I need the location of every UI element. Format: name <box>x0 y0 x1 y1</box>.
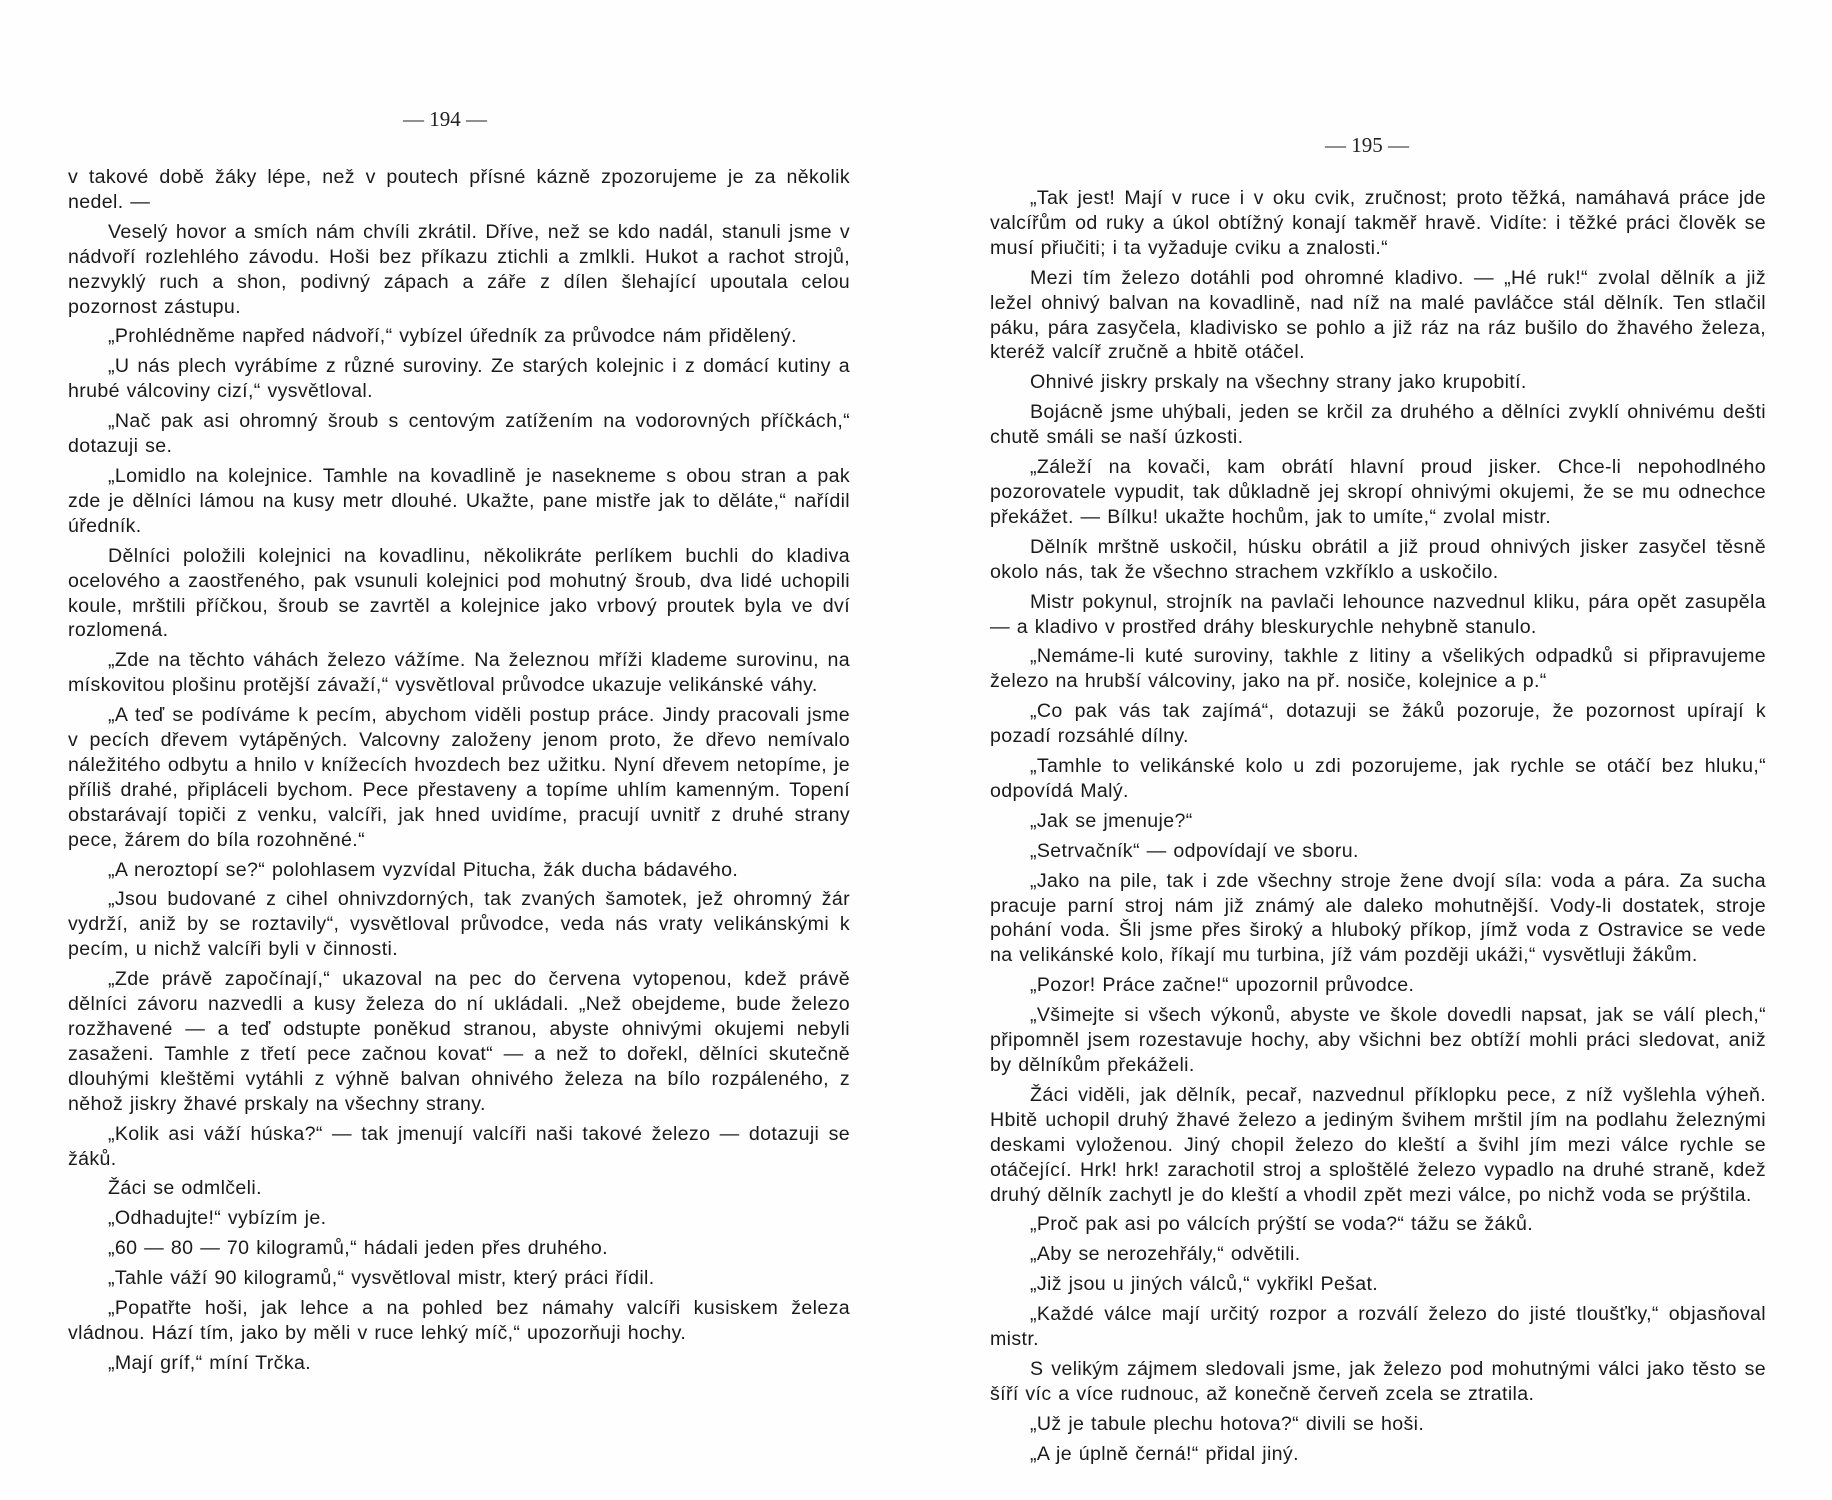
paragraph: „Pozor! Práce začne!“ upozornil průvodce. <box>1030 974 1415 997</box>
paragraph: „Lomidlo na kolejnice. Tamhle na kovadlině je nasekneme s obou stran a pak zde je dělníci lámou na kusy metr dlouhé. Ukažte, pane mistře jak to děláte,“ nařídil úředník. <box>68 464 850 537</box>
paragraph: „Jsou budované z cihel ohnivzdorných, tak zvaných šamotek, jež ohromný žár vydrží, aniž by se roztavily“, vysvětloval průvodce, veda nás vraty velikánskými k pecím, u nichž valcíři byli v činnosti. <box>68 888 850 961</box>
right-page <box>990 0 1766 1500</box>
paragraph: „Nač pak asi ohromný šroub s centovým zatížením na vodorovných příčkách,“ dotazuji se. <box>68 410 850 458</box>
paragraph: Ohnivé jiskry prskaly na všechny strany jako krupobití. <box>1030 371 1527 394</box>
paragraph: „Co pak vás tak zajímá“, dotazuji se žáků pozoruje, že pozornost upírají k pozadí rozsáhlé dílny. <box>990 700 1766 748</box>
paragraph: „Všimejte si všech výkonů, abyste ve škole dovedli napsat, jak se válí plech,“ připomněl jsem rozestavuje hochy, aby všichni bez obtíží mohli práci sledovat, aniž by dělníkům překáželi. <box>990 1004 1766 1076</box>
paragraph: „Odhadujte!“ vybízím je. <box>108 1207 327 1230</box>
page-text <box>990 186 1766 1472</box>
paragraph: Mistr pokynul, strojník na pavlači lehounce nazvednul kliku, pára opět zasupěla — a kladivo v prostřed dráhy bleskurychle nehybně stanulo. <box>990 590 1766 638</box>
paragraph: „60 — 80 — 70 kilogramů,“ hádali jeden přes druhého. <box>108 1237 608 1260</box>
paragraph: Veselý hovor a smích nám chvíli zkrátil. Dříve, než se kdo nadál, stanuli jsme v nádvoří rozlehlého závodu. Hoši bez příkazu ztichli a zmlkli. Hukot a rachot strojů, nezvyklý ruch a shon, podivný zápach a záře z dílen šlehající upoutala celou pozornost zástupu. <box>68 220 850 318</box>
page-number: — 195 — <box>1325 133 1409 157</box>
paragraph: „Jak se jmenuje?“ <box>1030 809 1193 832</box>
paragraph: „Tahle váží 90 kilogramů,“ vysvětloval mistr, který práci řídil. <box>108 1267 655 1290</box>
paragraph: Žáci se odmlčeli. <box>108 1177 262 1200</box>
page-number: — 194 — <box>403 107 487 131</box>
paragraph: „Tak jest! Mají v ruce i v oku cvik, zručnost; proto těžká, namáhavá práce jde valcířům od ruky a úkol obtížný konají takměř hravě. Vidíte: i těžké práci člověk se musí přiučiti; i ta vyžaduje cviku a znalosti.“ <box>990 187 1766 259</box>
paragraph: „Záleží na kovači, kam obrátí hlavní proud jisker. Chce-li nepohodlného pozorovatele vypudit, tak důkladně jej skropí ohnivými okujemi, že se mu odnechce překážet. — Bílku! ukažte hochům, jak to umíte,“ zvolal mistr. <box>990 456 1766 528</box>
paragraph: „U nás plech vyrábíme z různé suroviny. Ze starých kolejnic i z domácí kutiny a hrubé válcoviny cizí,“ vysvětloval. <box>68 355 850 403</box>
left-page <box>68 0 850 1500</box>
paragraph: „Každé válce mají určitý rozpor a rozválí železo do jisté tloušťky,“ objasňoval mistr. <box>990 1303 1766 1351</box>
paragraph: „Kolik asi váží húska?“ — tak jmenují valcíři naši takové železo — dotazuji se žáků. <box>68 1122 850 1170</box>
paragraph: Mezi tím železo dotáhli pod ohromné kladivo. — „Hé ruk!“ zvolal dělník a již ležel ohnivý balvan na kovadlině, nad níž na malé pavláčce stál dělník. Ten stlačil páku, pára zasyčela, kladivisko se pohlo a již ráz na ráz bušilo do žhavého železa, kteréž valcíř zručně a hbitě otáčel. <box>990 266 1766 364</box>
page-text <box>68 165 850 1381</box>
paragraph: Bojácně jsme uhýbali, jeden se krčil za druhého a dělníci zvyklí ohnivému dešti chutě smáli se naší úzkosti. <box>990 401 1766 449</box>
paragraph: „A je úplně černá!“ přidal jiný. <box>1030 1442 1299 1465</box>
paragraph: „A neroztopí se?“ polohlasem vyzvídal Pitucha, žák ducha bádavého. <box>108 858 739 881</box>
paragraph: „Již jsou u jiných válců,“ vykřikl Pešat. <box>1030 1273 1379 1296</box>
paragraph: „Popatřte hoši, jak lehce a na pohled bez námahy valcíři kusiskem železa vládnou. Hází tím, jako by měli v ruce lehký míč,“ upozorňuji hochy. <box>68 1297 850 1344</box>
paragraph: „Zde na těchto váhách železo vážíme. Na železnou mříži klademe surovinu, na mískovitou plošinu protější závaží,“ vysvětloval průvodce ukazuje velikánské váhy. <box>68 649 850 697</box>
paragraph: „Tamhle to velikánské kolo u zdi pozorujeme, jak rychle se otáčí bez hluku,“ odpovídá Malý. <box>990 755 1766 802</box>
paragraph: Dělník mrštně uskočil, húsku obrátil a již proud ohnivých jisker zasyčel těsně okolo nás, tak že všechno strachem vzkříklo a uskočilo. <box>990 535 1766 583</box>
paragraph: S velikým zájmem sledovali jsme, jak železo pod mohutnými válci jako těsto se šíří víc a více rudnouc, až konečně červeň zcela se ztratila. <box>990 1357 1766 1405</box>
paragraph: Dělníci položili kolejnici na kovadlinu, několikráte perlíkem buchli do kladiva ocelového a zaostřeného, pak vsunuli kolejnici pod mohutný šroub, dva lidé uchopili koule, mrštili příčkou, šroub se zavrtěl a kolejnice jako vrbový proutek byla ve dví rozlomená. <box>68 544 850 642</box>
paragraph: v takové době žáky lépe, než v poutech přísné kázně zpozorujeme je za několik nedel. — <box>68 166 850 213</box>
paragraph: „Zde právě započínají,“ ukazoval na pec do červena vytopenou, kdež právě dělníci závoru nazvedli a kusy železa do ní ukládali. „Než obejdeme, bude železo rozžhavené — a teď odstupte poněkud stranou, abyste ohnivými okujemi nebyli zasaženi. Tamhle z třetí pece začnou kovat“ — a než to dořekl, dělníci skutečně dlouhými kleštěmi vytáhli z výhně balvan ohnivého železa na bílo rozpáleného, z něhož jiskry žhavé prskaly na všechny strany. <box>68 968 850 1115</box>
paragraph: Žáci viděli, jak dělník, pecař, nazvednul příklopku pece, z níž vyšlehla výheň. Hbitě uchopil druhý žhavé železo a jediným švihem mrštil jím na podlahu železnými deskami vyloženou. Jiný chopil železo do kleští a švihl jím mezi válce rychle se otáčející. Hrk! hrk! zarachotil stroj a sploštělé železo vypadlo na druhé straně, kdež druhý dělník zachytl je do kleští a vhodil zpět mezi válce, po nichž voda se prýštila. <box>990 1083 1766 1206</box>
paragraph: „Mají gríf,“ míní Trčka. <box>108 1351 312 1374</box>
paragraph: „Jako na pile, tak i zde všechny stroje žene dvojí síla: voda a pára. Za sucha pracuje parní stroj nám již známý ale daleko mohutnější. Vody-li dostatek, stroje pohání voda. Šli jsme přes široký a hluboký příkop, jímž voda z Ostravice se vede na velikánské kolo, říkají mu turbina, jíž vám později ukáži,“ vysvětluji žákům. <box>990 869 1766 967</box>
paragraph: „Nemáme-li kuté suroviny, takhle z litiny a všelikých odpadků si připravujeme železo na hrubší válcoviny, jako na př. nosiče, kolejnice a p.“ <box>990 645 1766 693</box>
paragraph: „A teď se podíváme k pecím, abychom viděli postup práce. Jindy pracovali jsme v pecích dřevem vytápěných. Valcovny založeny jenom proto, že dřevo nemívalo náležitého odbytu a hnilo v knížecích hvozdech bez užitku. Nyní dřevem netopíme, je příliš drahé, připláceli bychom. Pece přestaveny a topíme uhlím kamenným. Topení obstarávají topiči z venku, valcíři, jak hned uvidíme, pracují uvnitř z druhé strany pece, žárem do bíla rozohněné.“ <box>68 704 850 851</box>
paragraph: „Prohlédněme napřed nádvoří,“ vybízel úředník za průvodce nám přidělený. <box>108 325 797 348</box>
paragraph: „Proč pak asi po válcích prýští se voda?“ tážu se žáků. <box>1030 1213 1533 1236</box>
paragraph: „Už je tabule plechu hotova?“ divili se hoši. <box>1030 1412 1425 1435</box>
paragraph: „Setrvačník“ — odpovídají ve sboru. <box>1030 839 1359 862</box>
paragraph: „Aby se nerozehřály,“ odvětili. <box>1030 1243 1301 1266</box>
